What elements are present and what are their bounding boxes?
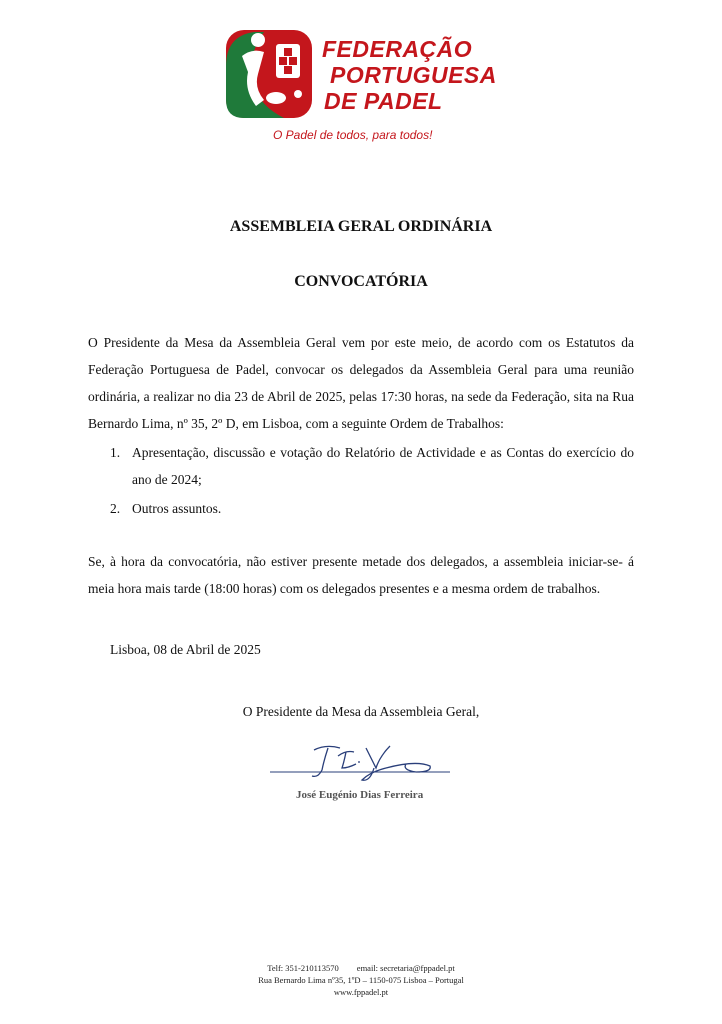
agenda-item-number: 1. <box>110 445 121 460</box>
federation-name <box>322 36 497 114</box>
signature-role: O Presidente da Mesa da Assembleia Geral, <box>242 704 480 719</box>
agenda-item-number: 2. <box>110 501 121 516</box>
quorum-paragraph: Se, à hora da convocatória, não estiver presente metade dos delegados, a assembleia iniciar-se- á meia hora mais tarde (18:00 horas) com os delegados presentes e a mesma ordem de trabalhos. <box>88 554 634 596</box>
logo-line-3: DE PADEL <box>324 88 443 114</box>
footer-contact-line <box>0 962 722 974</box>
page-footer <box>0 962 722 998</box>
agenda-item-text: Outros assuntos. <box>132 501 222 516</box>
footer-phone: Telf: 351-210113570 <box>267 963 339 973</box>
footer-website[interactable]: www.fppadel.pt <box>333 987 389 997</box>
intro-paragraph: O Presidente da Mesa da Assembleia Geral vem por este meio, de acordo com os Estatutos da Federação Portuguesa de Padel, convocar os delegados da Assembleia Geral para uma reunião ordinária, a realizar no dia 23 de Abril de 2025, pelas 17:30 horas, na sede da Federação, sita na Rua Bernardo Lima, nº 35, 2º D, em Lisboa, com a seguinte Ordem de Trabalhos: <box>88 335 634 431</box>
federation-logo <box>224 26 497 146</box>
date-line: Lisboa, 08 de Abril de 2025 <box>110 642 261 657</box>
footer-email[interactable]: email: secretaria@fppadel.pt <box>356 963 455 973</box>
logo-line-2: PORTUGUESA <box>330 62 497 88</box>
handwritten-signature <box>266 738 456 788</box>
footer-address: Rua Bernardo Lima nº35, 1ºD – 1150-075 Lisboa – Portugal <box>258 975 464 985</box>
document-subtitle: CONVOCATÓRIA <box>294 273 428 290</box>
logo-slogan: O Padel de todos, para todos! <box>273 128 433 142</box>
federation-emblem-icon <box>224 26 316 122</box>
agenda-list-continued <box>110 495 634 522</box>
logo-line-1: FEDERAÇÃO <box>322 36 473 62</box>
signer-name: José Eugénio Dias Ferreira <box>296 789 424 801</box>
document-title: ASSEMBLEIA GERAL ORDINÁRIA <box>229 218 493 235</box>
agenda-item-text: Apresentação, discussão e votação do Relatório de Actividade e as Contas do exercício do ano de 2024; <box>132 445 634 487</box>
agenda-item <box>110 439 634 493</box>
agenda-list <box>110 439 634 493</box>
agenda-item <box>110 495 634 522</box>
